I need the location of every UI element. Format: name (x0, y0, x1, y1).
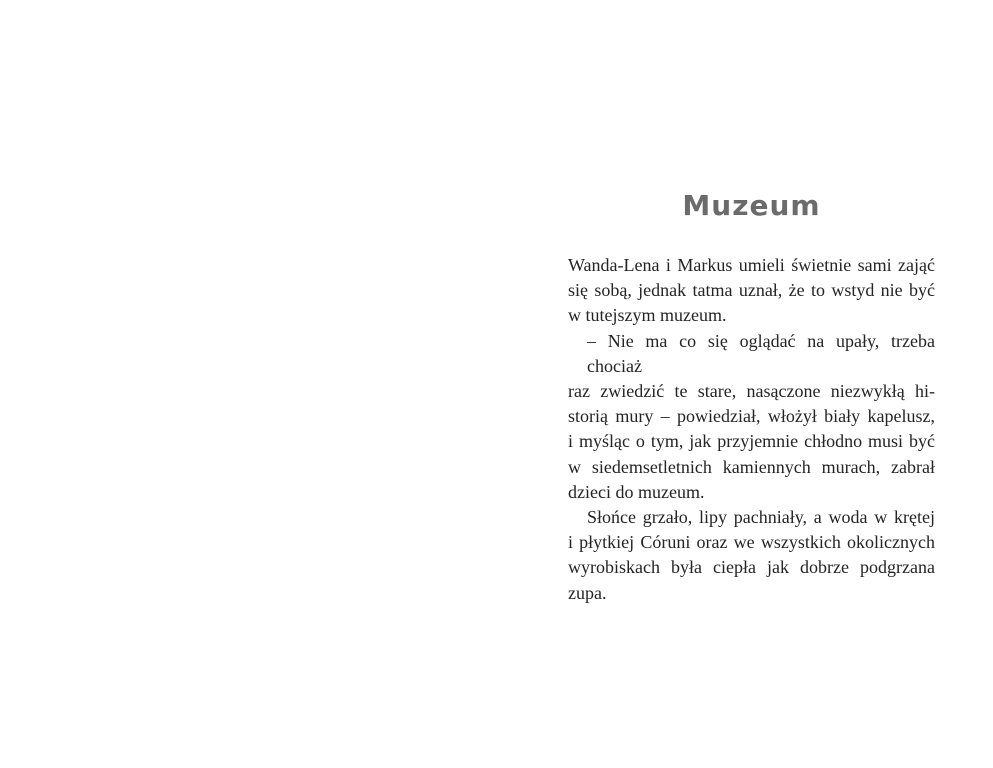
text-line: w siedemsetletnich kamiennych murach, zabrał (568, 456, 935, 477)
text-line: w tutejszym muzeum. (568, 305, 727, 326)
text-line: zupa. (568, 582, 607, 603)
text-line: storią mury – powiedział, włożył biały kapelusz, (568, 406, 935, 427)
text-line: wyrobiskach była ciepła jak dobrze podgrzana (568, 557, 935, 578)
text-line: i płytkiej Córuni oraz we wszystkich okolicznych (568, 532, 935, 553)
text-line: dzieci do muzeum. (568, 481, 705, 502)
body-text (568, 253, 935, 606)
chapter-title: Muzeum (682, 189, 821, 222)
text-line: Wanda-Lena i Markus umieli świetnie sami zająć (568, 255, 935, 275)
text-line: Słońce grzało, lipy pachniały, a woda w krętej (587, 507, 935, 528)
text-line: i myśląc o tym, jak przyjemnie chłodno musi być (568, 431, 935, 452)
text-line: raz zwiedzić te stare, nasączone niezwykłą hi- (568, 381, 935, 402)
text-line: – Nie ma co się oglądać na upały, trzeba chociaż (587, 330, 935, 376)
text-line: się sobą, jednak tatma uznał, że to wstyd nie być (568, 280, 935, 301)
